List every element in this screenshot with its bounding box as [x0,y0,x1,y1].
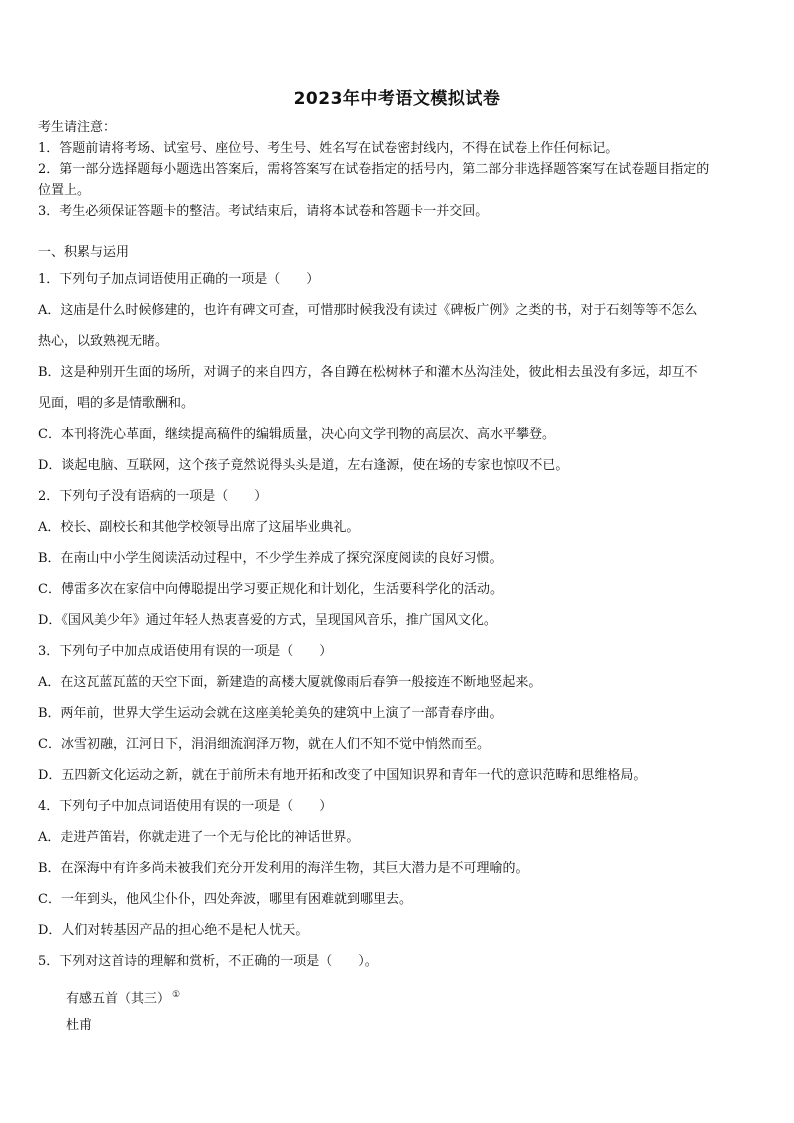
question-option: B．在南山中小学生阅读活动过程中，不少学生养成了探究深度阅读的良好习惯。 [38,551,503,566]
question-option: 见面，唱的多是情歌酬和。 [38,396,195,411]
poem-author: 杜甫 [66,1018,93,1033]
question-stem: 1．下列句子加点词语使用正确的一项是（ ） [38,272,320,287]
question-option: B．这是种别开生面的场所，对调子的来自四方，各自蹲在松树林子和灌木丛沟洼处，彼此相去虽没有多远，却互不 [38,365,698,380]
notice-heading: 考生请注意： [38,120,117,135]
notice-item: 1．答题前请将考场、试室号、座位号、考生号、姓名写在试卷密封线内，不得在试卷上作任何标记。 [38,141,619,156]
question-stem: 2．下列句子没有语病的一项是（ ） [38,489,268,504]
notice-item: 位置上。 [38,183,91,198]
question-option: C．冰雪初融，江河日下，涓涓细流润泽万物，就在人们不知不觉中悄然而至。 [38,737,490,752]
question-stem: 3．下列句子中加点成语使用有误的一项是（ ） [38,644,333,659]
notice-item: 3．考生必须保证答题卡的整洁。考试结束后，请将本试卷和答题卡一并交回。 [38,204,489,219]
question-option: D．《国风美少年》通过年轻人热衷喜爱的方式，呈现国风音乐，推广国风文化。 [38,613,497,628]
question-stem: 4．下列句子中加点词语使用有误的一项是（ ） [38,799,333,814]
question-option: D．谈起电脑、互联网，这个孩子竟然说得头头是道，左右逢源，使在场的专家也惊叹不已。 [38,458,569,473]
question-option: A．走进芦笛岩，你就走进了一个无与伦比的神话世界。 [38,830,360,845]
question-option: D．人们对转基因产品的担心绝不是杞人忧天。 [38,923,309,938]
question-option: D．五四新文化运动之新，就在于前所未有地开拓和改变了中国知识界和青年一代的意识范畴和思维格局。 [38,768,647,783]
question-option: A．校长、副校长和其他学校领导出席了这届毕业典礼。 [38,520,360,535]
question-stem: 5．下列对这首诗的理解和赏析，不正确的一项是（ ）。 [38,954,378,969]
question-option: A．在这瓦蓝瓦蓝的天空下面，新建造的高楼大厦就像雨后春笋一般接连不断地竖起来。 [38,675,542,690]
notice-item: 2．第一部分选择题每小题选出答案后，需将答案写在试卷指定的括号内，第二部分非选择题答案写在试卷题目指定的 [38,162,710,177]
poem-title: 有感五首（其三） [66,991,171,1007]
footnote-marker: ① [172,990,181,1000]
question-option: C．本刊将洗心革面，继续提高稿件的编辑质量，决心向文学刊物的高层次、高水平攀登。 [38,427,555,442]
section-heading: 一、积累与运用 [38,245,130,260]
page-title: 2023年中考语文模拟试卷 [293,89,501,109]
poem-title-line [66,986,790,1008]
question-option: 热心，以致熟视无睹。 [38,334,169,349]
question-option: B．两年前，世界大学生运动会就在这座美轮美奂的建筑中上演了一部青春序曲。 [38,706,503,721]
question-option: C．傅雷多次在家信中向傅聪提出学习要正规化和计划化，生活要科学化的活动。 [38,582,503,597]
question-option: B．在深海中有许多尚未被我们充分开发利用的海洋生物，其巨大潜力是不可理喻的。 [38,861,529,876]
question-option: C．一年到头，他风尘仆仆，四处奔波，哪里有困难就到哪里去。 [38,892,412,907]
question-option: A．这庙是什么时候修建的，也许有碑文可查，可惜那时候我没有读过《碑板广例》之类的书，对于石刻等等不怎么 [38,303,698,318]
